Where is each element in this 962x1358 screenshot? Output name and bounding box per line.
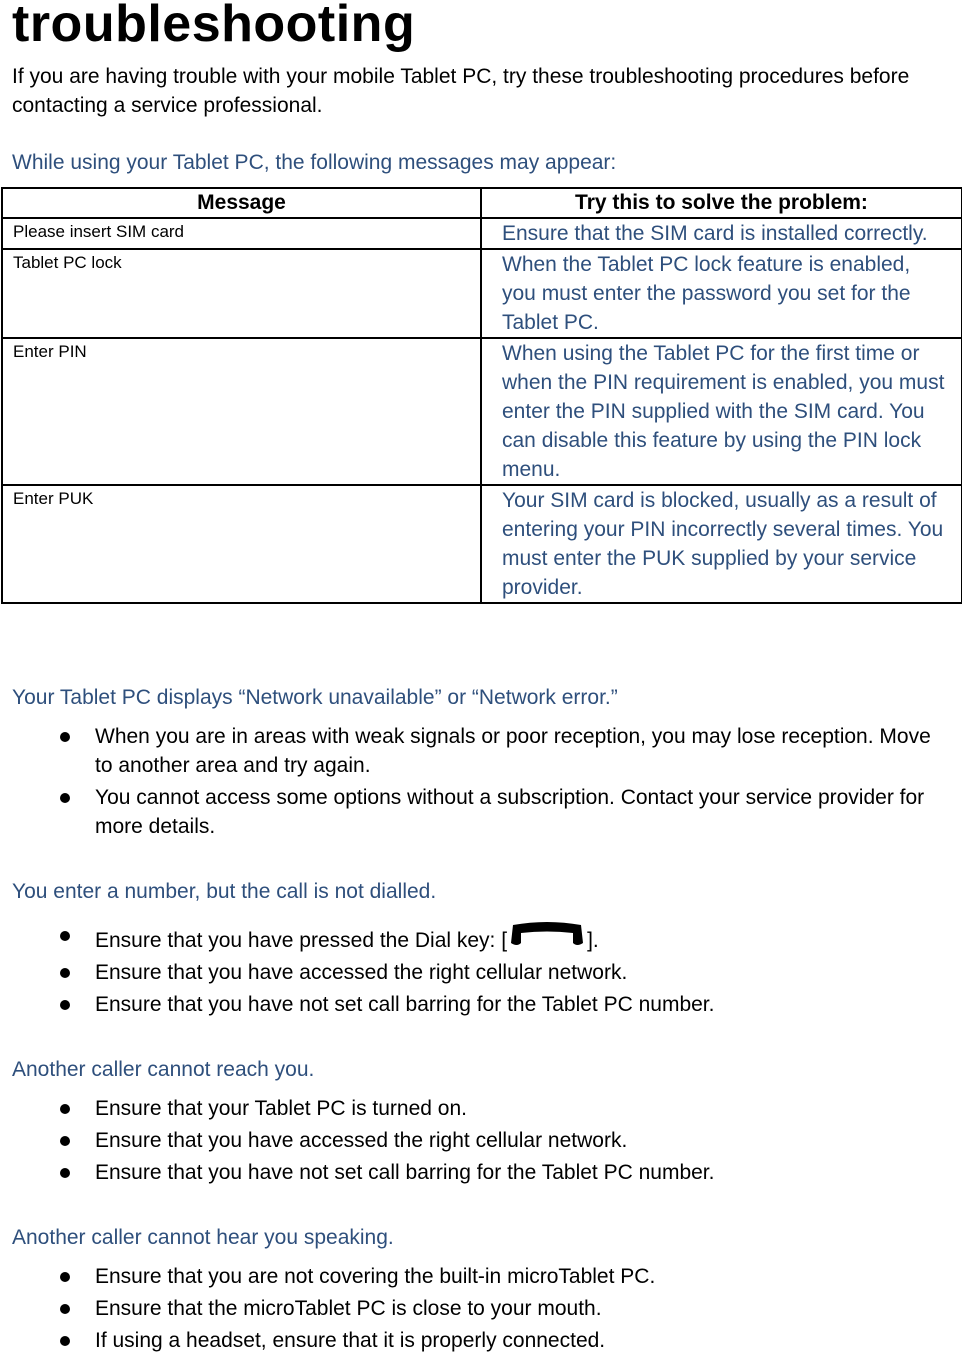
list-item bbox=[0, 1158, 962, 1187]
intro-paragraph: If you are having trouble with your mobile Tablet PC, try these troubleshooting procedures before contacting a service professional. bbox=[12, 65, 910, 117]
solution-cell: When the Tablet PC lock feature is enabled, you must enter the password you set for the Tablet PC. bbox=[481, 249, 962, 338]
network-bullet-list bbox=[0, 722, 962, 844]
bullet-dot bbox=[60, 931, 70, 941]
list-item bbox=[0, 783, 962, 841]
list-item bbox=[0, 958, 962, 987]
list-item bbox=[0, 1294, 962, 1323]
bullet-text: Ensure that you have accessed the right cellular network. bbox=[95, 1129, 628, 1152]
not-dialled-bullet-list bbox=[0, 921, 962, 1022]
message-cell: Enter PIN bbox=[2, 338, 481, 485]
column-header-solution: Try this to solve the problem: bbox=[481, 188, 962, 218]
bullet-dot bbox=[60, 1136, 70, 1146]
solution-cell: Your SIM card is blocked, usually as a result of entering your PIN incorrectly several times. You must enter the PUK supplied by your service provider. bbox=[481, 485, 962, 603]
bullet-dot bbox=[60, 1000, 70, 1010]
bullet-dot bbox=[60, 1168, 70, 1178]
column-header-message: Message bbox=[2, 188, 481, 218]
list-item bbox=[0, 921, 962, 955]
message-cell: Tablet PC lock bbox=[2, 249, 481, 338]
bullet-dot bbox=[60, 1336, 70, 1346]
bullet-text: You cannot access some options without a subscription. Contact your service provider for more details. bbox=[95, 786, 925, 838]
table-header-row bbox=[2, 188, 962, 218]
list-item bbox=[0, 1094, 962, 1123]
list-item bbox=[0, 990, 962, 1019]
table-row bbox=[2, 485, 962, 603]
list-item bbox=[0, 1126, 962, 1155]
bullet-text: Ensure that your Tablet PC is turned on. bbox=[95, 1097, 467, 1120]
bullet-dot bbox=[60, 1304, 70, 1314]
bullet-text: Ensure that you have not set call barring for the Tablet PC number. bbox=[95, 993, 715, 1016]
bullet-text: ]. bbox=[587, 929, 599, 952]
section-heading-network: Your Tablet PC displays “Network unavailable” or “Network error.” bbox=[12, 686, 618, 709]
messages-heading: While using your Tablet PC, the following messages may appear: bbox=[12, 151, 617, 174]
page-title: troubleshooting bbox=[12, 0, 416, 53]
section-heading-cannot-reach: Another caller cannot reach you. bbox=[12, 1058, 315, 1081]
section-heading-cannot-hear: Another caller cannot hear you speaking. bbox=[12, 1226, 394, 1249]
message-cell: Enter PUK bbox=[2, 485, 481, 603]
table-row bbox=[2, 338, 962, 485]
list-item bbox=[0, 722, 962, 780]
table-row bbox=[2, 218, 962, 249]
section-heading-not-dialled: You enter a number, but the call is not dialled. bbox=[12, 880, 437, 903]
bullet-text: Ensure that you have not set call barring for the Tablet PC number. bbox=[95, 1161, 715, 1184]
bullet-text: Ensure that you have pressed the Dial key: [ bbox=[95, 929, 508, 952]
bullet-dot bbox=[60, 1104, 70, 1114]
table-row bbox=[2, 249, 962, 338]
cannot-hear-bullet-list bbox=[0, 1262, 962, 1358]
bullet-text: Ensure that you are not covering the built-in microTablet PC. bbox=[95, 1265, 656, 1288]
bullet-dot bbox=[60, 793, 70, 803]
cannot-reach-bullet-list bbox=[0, 1094, 962, 1190]
messages-table bbox=[1, 187, 962, 604]
bullet-dot bbox=[60, 732, 70, 742]
message-cell: Please insert SIM card bbox=[2, 218, 481, 249]
list-item bbox=[0, 1326, 962, 1355]
bullet-text: When you are in areas with weak signals or poor reception, you may lose reception. Move to another area and try again. bbox=[95, 725, 931, 777]
bullet-text: Ensure that you have accessed the right cellular network. bbox=[95, 961, 628, 984]
dial-key-icon bbox=[507, 921, 587, 951]
solution-cell: Ensure that the SIM card is installed correctly. bbox=[481, 218, 962, 249]
list-item bbox=[0, 1262, 962, 1291]
bullet-dot bbox=[60, 1272, 70, 1282]
bullet-dot bbox=[60, 968, 70, 978]
bullet-text: If using a headset, ensure that it is properly connected. bbox=[95, 1329, 606, 1352]
bullet-text: Ensure that the microTablet PC is close to your mouth. bbox=[95, 1297, 602, 1320]
solution-cell: When using the Tablet PC for the first time or when the PIN requirement is enabled, you must enter the PIN supplied with the SIM card. You can disable this feature by using the PIN lock menu. bbox=[481, 338, 962, 485]
